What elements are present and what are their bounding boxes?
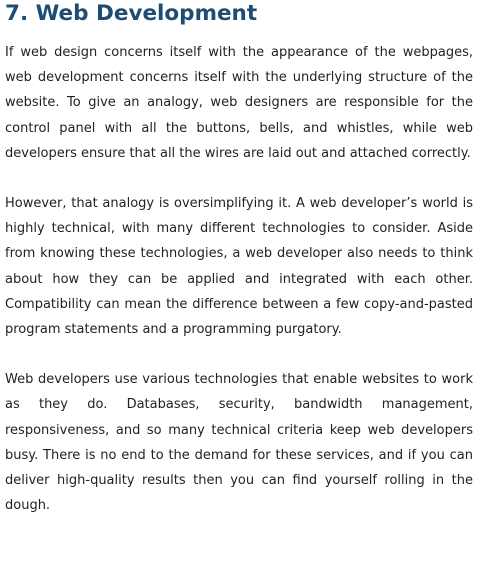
paragraph-analogy-oversimplified: However, that analogy is oversimplifying it. A web developer’s world is highly technical, with many different technologies to consider. Aside from knowing these technologies, a web developer also needs to think about how they can be applied and integrated with each other. Compatibility can mean the difference between a few copy-and-pasted program statements and a programming purgatory. xyxy=(5,196,473,338)
article-section xyxy=(5,0,473,518)
paragraph-technologies-used: Web developers use various technologies that enable websites to work as they do. Databases, security, bandwidth management, responsiveness, and so many technical criteria keep web developers busy. There is no end to the demand for these services, and if you can deliver high-quality results then you can find yourself rolling in the dough. xyxy=(5,372,473,514)
paragraph-web-design-vs-development: If web design concerns itself with the appearance of the webpages, web development concerns itself with the underlying structure of the website. To give an analogy, web designers are responsible for the control panel with all the buttons, bells, and whistles, while web developers ensure that all the wires are laid out and attached correctly. xyxy=(5,45,473,161)
section-heading: 7. Web Development xyxy=(5,1,258,26)
